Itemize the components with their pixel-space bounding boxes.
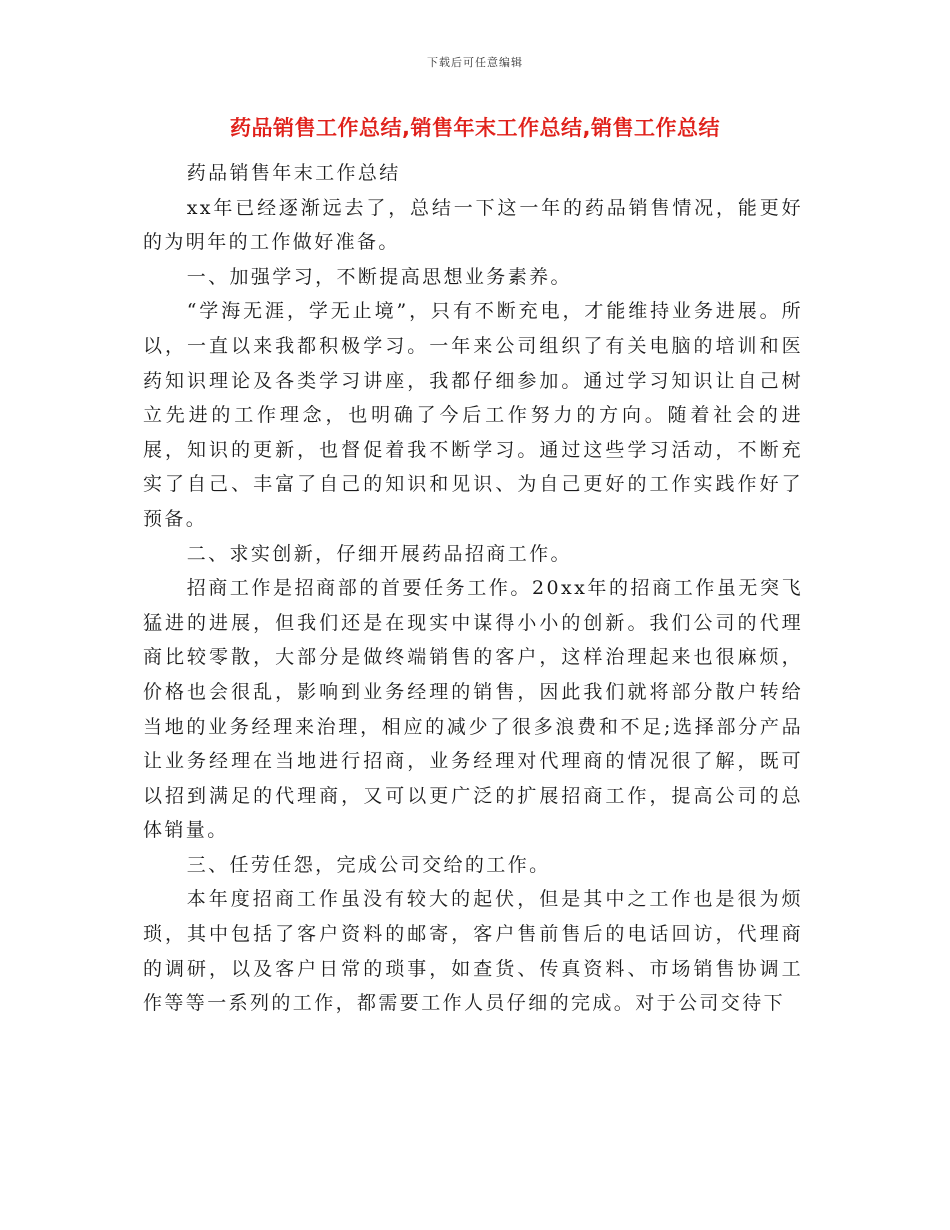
header-note: 下载后可任意编辑 [427, 56, 523, 69]
paragraph-section-3: 本年度招商工作虽没有较大的起伏，但是其中之工作也是很为烦琐，其中包括了客户资料的邮寄，客户售前售后的电话回访，代理商的调研，以及客户日常的琐事，如查货、传真资料、市场销售协调工作等等一系列的工作，都需要工作人员仔细的完成。对于公司交待下 [143, 888, 803, 1015]
paragraph-intro: xx年已经逐渐远去了，总结一下这一年的药品销售情况，能更好的为明年的工作做好准备。 [143, 196, 803, 254]
document-body [143, 156, 803, 1021]
paragraph-section-1: “学海无涯，学无止境”，只有不断充电，才能维持业务进展。所以，一直以来我都积极学习。一年来公司组织了有关电脑的培训和医药知识理论及各类学习讲座，我都仔细参加。通过学习知识让自己树立先进的工作理念，也明确了今后工作努力的方向。随着社会的进展，知识的更新，也督促着我不断学习。通过这些学习活动，不断充实了自己、丰富了自己的知识和见识、为自己更好的工作实践作好了预备。 [143, 300, 803, 530]
paragraph-section-2: 招商工作是招商部的首要任务工作。20xx年的招商工作虽无突飞猛进的进展，但我们还是在现实中谋得小小的创新。我们公司的代理商比较零散，大部分是做终端销售的客户，这样治理起来也很麻烦，价格也会很乱，影响到业务经理的销售，因此我们就将部分散户转给当地的业务经理来治理，相应的减少了很多浪费和不足;选择部分产品让业务经理在当地进行招商，业务经理对代理商的情况很了解，既可以招到满足的代理商，又可以更广泛的扩展招商工作，提高公司的总体销量。 [143, 577, 803, 842]
paragraph-subtitle: 药品销售年末工作总结 [186, 162, 401, 184]
document-title: 药品销售工作总结,销售年末工作总结,销售工作总结 [230, 116, 720, 140]
section-heading-1: 一、加强学习，不断提高思想业务素养。 [186, 265, 572, 288]
section-heading-2: 二、求实创新，仔细开展药品招商工作。 [186, 542, 572, 565]
section-heading-3: 三、任劳任怨，完成公司交给的工作。 [186, 853, 551, 876]
